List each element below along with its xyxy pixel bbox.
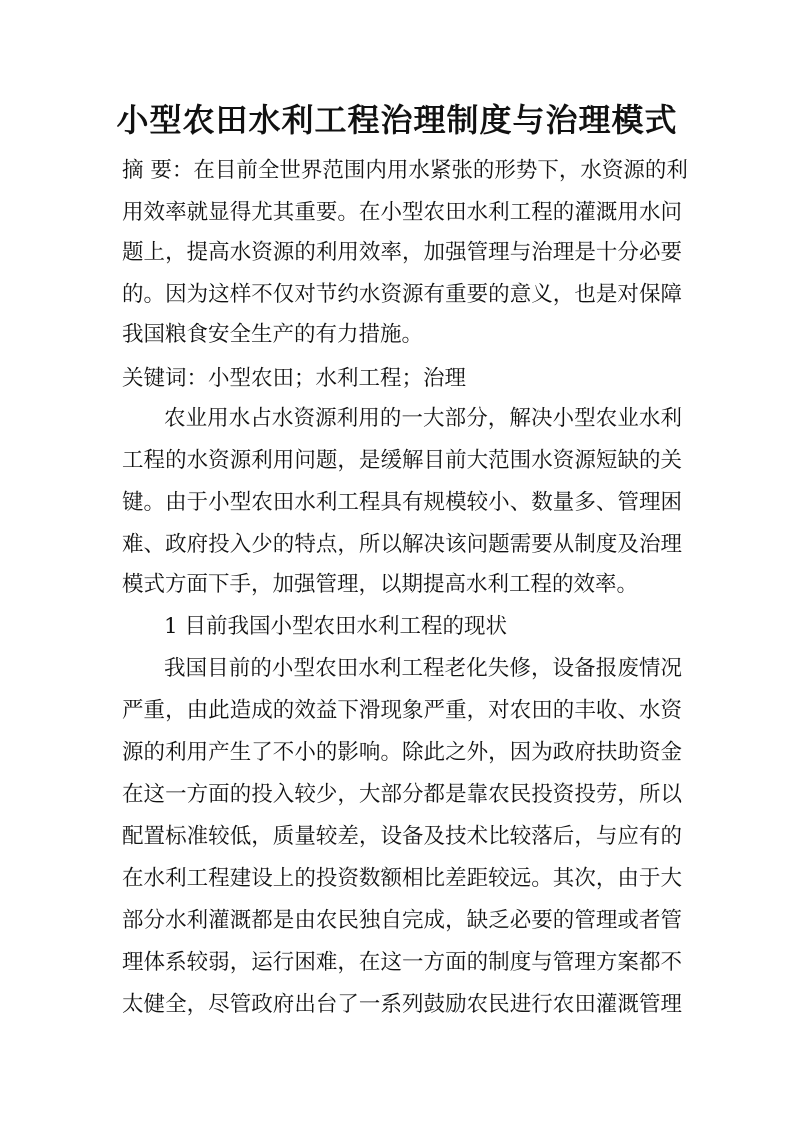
abstract-line: 题上，提高水资源的利用效率，加强管理与治理是十分必要 <box>122 240 682 265</box>
abstract-line: 我国粮食安全生产的有力措施。 <box>122 322 424 347</box>
paragraph-line: 源的利用产生了不小的影响。除此之外，因为政府扶助资金 <box>122 740 682 765</box>
paragraph-line: 工程的水资源利用问题，是缓解目前大范围水资源短缺的关 <box>122 448 682 473</box>
section-heading: 1 目前我国小型农田水利工程的现状 <box>164 614 508 639</box>
paragraph-line: 配置标准较低，质量较差，设备及技术比较落后，与应有的 <box>122 824 682 849</box>
paragraph-line: 模式方面下手，加强管理，以期提高水利工程的效率。 <box>122 572 639 597</box>
abstract-line: 的。因为这样不仅对节约水资源有重要的意义，也是对保障 <box>122 282 682 307</box>
paragraph-line: 在水利工程建设上的投资数额相比差距较远。其次，由于大 <box>122 866 682 891</box>
paragraph-line: 理体系较弱，运行困难，在这一方面的制度与管理方案都不 <box>122 950 682 975</box>
paragraph-line: 农业用水占水资源利用的一大部分，解决小型农业水利 <box>164 406 682 431</box>
abstract-line: 用效率就显得尤其重要。在小型农田水利工程的灌溉用水问 <box>122 200 682 225</box>
paragraph-line: 我国目前的小型农田水利工程老化失修，设备报废情况 <box>164 656 682 681</box>
paragraph-line: 部分水利灌溉都是由农民独自完成，缺乏必要的管理或者管 <box>122 908 682 933</box>
paragraph-line: 严重，由此造成的效益下滑现象严重，对农田的丰收、水资 <box>122 698 682 723</box>
paragraph-line: 难、政府投入少的特点，所以解决该问题需要从制度及治理 <box>122 532 682 557</box>
keywords-line: 关键词：小型农田；水利工程；治理 <box>122 366 467 391</box>
paragraph-line: 在这一方面的投入较少，大部分都是靠农民投资投劳，所以 <box>122 782 682 807</box>
paragraph-line: 键。由于小型农田水利工程具有规模较小、数量多、管理困 <box>122 490 682 515</box>
abstract-line: 摘 要：在目前全世界范围内用水紧张的形势下，水资源的利 <box>122 158 688 183</box>
paragraph-line: 太健全，尽管政府出台了一系列鼓励农民进行农田灌溉管理 <box>122 992 682 1017</box>
document-title: 小型农田水利工程治理制度与治理模式 <box>116 101 678 139</box>
